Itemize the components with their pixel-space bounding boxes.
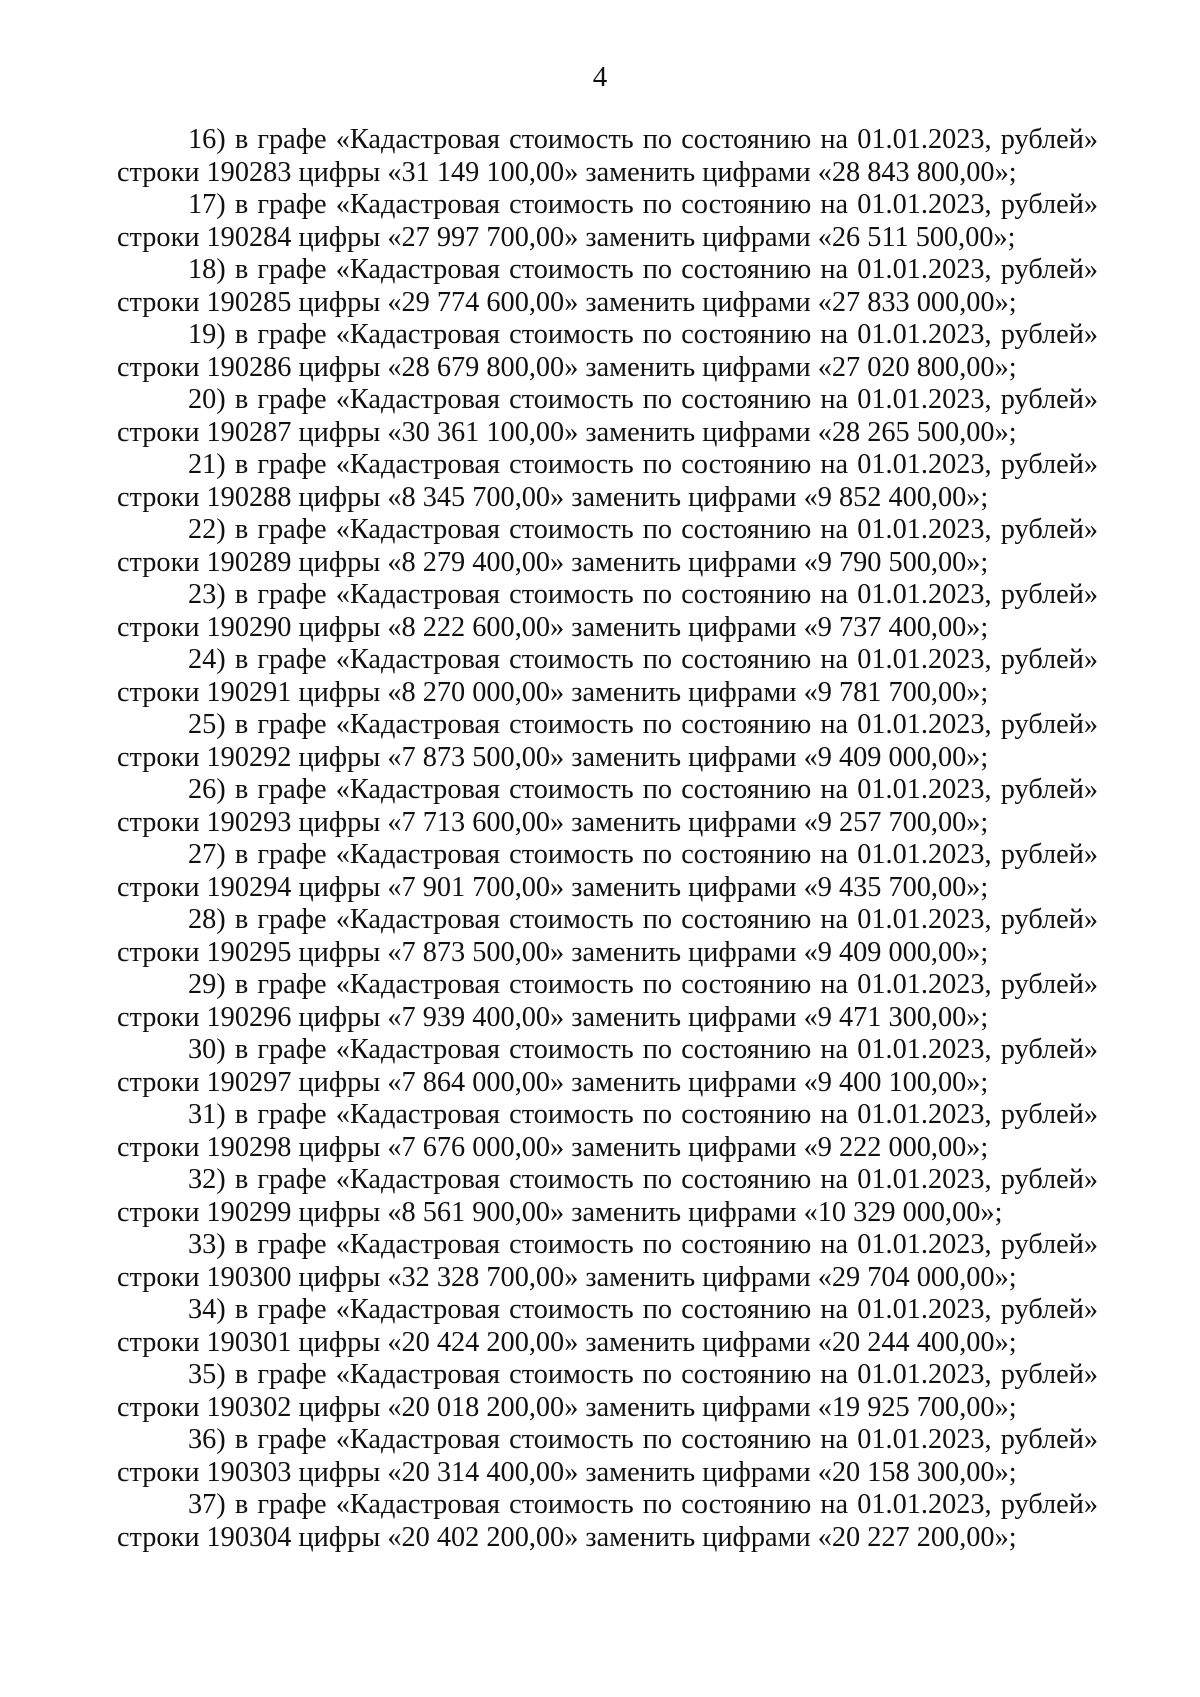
amendment-line-1: 37) в графе «Кадастровая стоимость по состоянию на 01.01.2023, рублей» [188,1489,1098,1520]
amendment-item-36 [117,1424,1098,1489]
amendment-line-1: 32) в графе «Кадастровая стоимость по состоянию на 01.01.2023, рублей» [188,1164,1098,1195]
amendment-line-1: 17) в графе «Кадастровая стоимость по состоянию на 01.01.2023, рублей» [188,189,1098,220]
amendment-line-2: строки 190299 цифры «8 561 900,00» заменить цифрами «10 329 000,00»; [117,1196,1003,1228]
amendment-line-2: строки 190292 цифры «7 873 500,00» заменить цифрами «9 409 000,00»; [117,741,989,773]
amendment-line-2: строки 190303 цифры «20 314 400,00» заменить цифрами «20 158 300,00»; [117,1456,1017,1488]
amendment-line-1: 20) в графе «Кадастровая стоимость по состоянию на 01.01.2023, рублей» [188,384,1098,415]
amendment-line-1: 30) в графе «Кадастровая стоимость по состоянию на 01.01.2023, рублей» [188,1034,1098,1065]
amendment-line-2: строки 190290 цифры «8 222 600,00» заменить цифрами «9 737 400,00»; [117,611,989,643]
amendment-line-2: строки 190304 цифры «20 402 200,00» заменить цифрами «20 227 200,00»; [117,1521,1017,1553]
amendment-item-19 [117,319,1098,384]
amendment-item-28 [117,904,1098,969]
page-number: 4 [592,61,608,93]
amendment-line-2: строки 190297 цифры «7 864 000,00» заменить цифрами «9 400 100,00»; [117,1066,989,1098]
amendment-line-1: 33) в графе «Кадастровая стоимость по состоянию на 01.01.2023, рублей» [188,1229,1098,1260]
amendment-line-2: строки 190293 цифры «7 713 600,00» заменить цифрами «9 257 700,00»; [117,806,989,838]
amendment-line-1: 18) в графе «Кадастровая стоимость по состоянию на 01.01.2023, рублей» [188,254,1098,285]
amendment-line-2: строки 190288 цифры «8 345 700,00» заменить цифрами «9 852 400,00»; [117,481,989,513]
amendment-line-2: строки 190284 цифры «27 997 700,00» заменить цифрами «26 511 500,00»; [117,221,1016,253]
amendment-line-2: строки 190296 цифры «7 939 400,00» заменить цифрами «9 471 300,00»; [117,1001,989,1033]
amendment-line-1: 16) в графе «Кадастровая стоимость по состоянию на 01.01.2023, рублей» [188,124,1098,155]
amendment-line-1: 23) в графе «Кадастровая стоимость по состоянию на 01.01.2023, рублей» [188,579,1098,610]
amendment-item-32 [117,1164,1098,1229]
amendment-item-27 [117,839,1098,904]
amendment-line-1: 21) в графе «Кадастровая стоимость по состоянию на 01.01.2023, рублей» [188,449,1098,480]
amendment-item-17 [117,189,1098,254]
amendment-item-18 [117,254,1098,319]
amendment-item-30 [117,1034,1098,1099]
document-body [117,124,1098,1554]
amendment-line-1: 28) в графе «Кадастровая стоимость по состоянию на 01.01.2023, рублей» [188,904,1098,935]
amendment-item-26 [117,774,1098,839]
amendment-item-21 [117,449,1098,514]
amendment-line-1: 35) в графе «Кадастровая стоимость по состоянию на 01.01.2023, рублей» [188,1359,1098,1390]
amendment-line-2: строки 190289 цифры «8 279 400,00» заменить цифрами «9 790 500,00»; [117,546,989,578]
amendment-line-1: 27) в графе «Кадастровая стоимость по состоянию на 01.01.2023, рублей» [188,839,1098,870]
amendment-line-1: 36) в графе «Кадастровая стоимость по состоянию на 01.01.2023, рублей» [188,1424,1098,1455]
amendment-line-1: 26) в графе «Кадастровая стоимость по состоянию на 01.01.2023, рублей» [188,774,1098,805]
amendment-item-16 [117,124,1098,189]
amendment-line-2: строки 190287 цифры «30 361 100,00» заменить цифрами «28 265 500,00»; [117,416,1017,448]
amendment-line-1: 19) в графе «Кадастровая стоимость по состоянию на 01.01.2023, рублей» [188,319,1098,350]
amendment-item-20 [117,384,1098,449]
amendment-line-2: строки 190286 цифры «28 679 800,00» заменить цифрами «27 020 800,00»; [117,351,1017,383]
amendment-line-2: строки 190301 цифры «20 424 200,00» заменить цифрами «20 244 400,00»; [117,1326,1017,1358]
amendment-line-2: строки 190295 цифры «7 873 500,00» заменить цифрами «9 409 000,00»; [117,936,989,968]
amendment-line-2: строки 190302 цифры «20 018 200,00» заменить цифрами «19 925 700,00»; [117,1391,1017,1423]
amendment-line-1: 34) в графе «Кадастровая стоимость по состоянию на 01.01.2023, рублей» [188,1294,1098,1325]
amendment-item-31 [117,1099,1098,1164]
amendment-line-1: 25) в графе «Кадастровая стоимость по состоянию на 01.01.2023, рублей» [188,709,1098,740]
amendment-line-2: строки 190298 цифры «7 676 000,00» заменить цифрами «9 222 000,00»; [117,1131,989,1163]
amendment-line-2: строки 190294 цифры «7 901 700,00» заменить цифрами «9 435 700,00»; [117,871,989,903]
amendment-line-2: строки 190283 цифры «31 149 100,00» заменить цифрами «28 843 800,00»; [117,156,1017,188]
amendment-item-23 [117,579,1098,644]
amendment-item-22 [117,514,1098,579]
amendment-line-2: строки 190300 цифры «32 328 700,00» заменить цифрами «29 704 000,00»; [117,1261,1017,1293]
amendment-item-35 [117,1359,1098,1424]
amendment-item-29 [117,969,1098,1034]
amendment-line-1: 29) в графе «Кадастровая стоимость по состоянию на 01.01.2023, рублей» [188,969,1098,1000]
amendment-line-2: строки 190285 цифры «29 774 600,00» заменить цифрами «27 833 000,00»; [117,286,1017,318]
amendment-item-25 [117,709,1098,774]
amendment-line-1: 31) в графе «Кадастровая стоимость по состоянию на 01.01.2023, рублей» [188,1099,1098,1130]
amendment-line-2: строки 190291 цифры «8 270 000,00» заменить цифрами «9 781 700,00»; [117,676,989,708]
amendment-item-37 [117,1489,1098,1554]
amendment-item-34 [117,1294,1098,1359]
amendment-line-1: 22) в графе «Кадастровая стоимость по состоянию на 01.01.2023, рублей» [188,514,1098,545]
amendment-item-24 [117,644,1098,709]
amendment-item-33 [117,1229,1098,1294]
amendment-line-1: 24) в графе «Кадастровая стоимость по состоянию на 01.01.2023, рублей» [188,644,1098,675]
